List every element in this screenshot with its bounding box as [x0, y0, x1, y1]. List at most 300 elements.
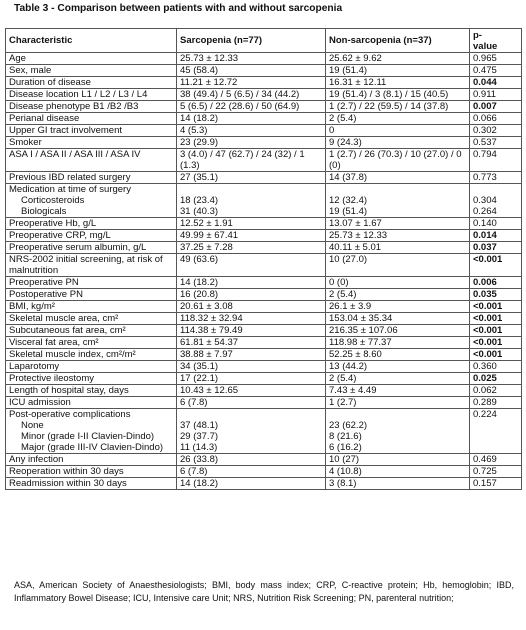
non-sarcopenia-value-cell: [326, 65, 470, 77]
p-value: 0.157: [473, 478, 497, 489]
p-value: [473, 442, 518, 453]
sarcopenia-value: 38.88 ± 7.97: [180, 349, 233, 360]
p-value: <0.001: [473, 313, 503, 324]
p-value: 0.007: [473, 101, 497, 112]
sarcopenia-value: 114.38 ± 79.49: [180, 325, 243, 336]
p-value: <0.001: [473, 325, 503, 336]
sarcopenia-value-cell: [177, 242, 326, 254]
p-value-cell: [470, 89, 522, 101]
non-sarcopenia-value: 13 (44.2): [329, 361, 368, 372]
sarcopenia-value-cell: [177, 373, 326, 385]
p-value: 0.264: [473, 206, 497, 217]
non-sarcopenia-value-cell: [326, 230, 470, 242]
sarcopenia-value-cell: [177, 89, 326, 101]
row-label: Sex, male: [9, 65, 52, 76]
row-label-cell: [6, 337, 177, 349]
sarcopenia-value-cell: [177, 137, 326, 149]
p-value: <0.001: [473, 337, 503, 348]
non-sarcopenia-value-cell: [326, 325, 470, 337]
row-label: Subcutaneous fat area, cm²: [9, 325, 126, 336]
p-value: <0.001: [473, 254, 503, 265]
row-label: Smoker: [9, 137, 42, 148]
table-row: [6, 289, 522, 301]
non-sarcopenia-value: 26.1 ± 3.9: [329, 301, 372, 312]
p-value: <0.001: [473, 301, 503, 312]
non-sarcopenia-value: 25.62 ± 9.62: [329, 53, 382, 64]
row-label-cell: [6, 289, 177, 301]
p-value: 0.224: [473, 409, 497, 420]
sarcopenia-value: 118.32 ± 32.94: [180, 313, 243, 324]
row-label: Disease location L1 / L2 / L3 / L4: [9, 89, 148, 100]
row-label-cell: [6, 53, 177, 65]
sarcopenia-value-cell: [177, 53, 326, 65]
non-sarcopenia-value-cell: [326, 172, 470, 184]
non-sarcopenia-value: 40.11 ± 5.01: [329, 242, 382, 253]
sarcopenia-value-cell: [177, 454, 326, 466]
row-label: Medication at time of surgery: [9, 184, 131, 195]
table-row: [6, 385, 522, 397]
row-label: None: [21, 420, 44, 431]
row-label: Preoperative CRP, mg/L: [9, 230, 111, 241]
non-sarcopenia-value-cell: [326, 289, 470, 301]
p-value-cell: [470, 101, 522, 113]
non-sarcopenia-value: 23 (62.2): [329, 420, 368, 431]
table-row: [6, 184, 522, 218]
row-label-cell: [6, 218, 177, 230]
row-label: ICU admission: [9, 397, 71, 408]
non-sarcopenia-value: 19 (51.4) / 3 (8.1) / 15 (40.5): [329, 89, 449, 100]
p-value-cell: [470, 53, 522, 65]
p-value-cell: [470, 125, 522, 137]
sarcopenia-value-cell: [177, 149, 326, 172]
row-label: BMI, kg/m²: [9, 301, 55, 312]
sarcopenia-value-cell: [177, 337, 326, 349]
row-label-cell: [6, 385, 177, 397]
non-sarcopenia-value-cell: [326, 466, 470, 478]
non-sarcopenia-value: 2 (5.4): [329, 289, 357, 300]
table-header-row: [6, 29, 522, 53]
footnote: ASA, American Society of Anaesthesiologists; BMI, body mass index; CRP, C-reactive protein; Hb, hemoglobin; IBD, Inflammatory Bowel Disease; ICU, Intensive care Unit; NRS, Nutrition Risk Screening; PN, parenteral nutrition;: [14, 580, 514, 603]
non-sarcopenia-value-cell: [326, 301, 470, 313]
non-sarcopenia-value: 14 (37.8): [329, 172, 368, 183]
row-label: Skeletal muscle area, cm²: [9, 313, 119, 324]
non-sarcopenia-value-cell: [326, 53, 470, 65]
row-label-cell: [6, 397, 177, 409]
p-value-cell: [470, 373, 522, 385]
row-label: Postoperative PN: [9, 289, 83, 300]
row-label-cell: [6, 113, 177, 125]
sarcopenia-value-cell: [177, 113, 326, 125]
sarcopenia-value: 11.21 ± 12.72: [180, 77, 238, 88]
sarcopenia-value: 29 (37.7): [180, 431, 219, 442]
row-label-cell: [6, 172, 177, 184]
p-value: 0.725: [473, 466, 497, 477]
non-sarcopenia-value: 19 (51.4): [329, 206, 368, 217]
sarcopenia-value: 38 (49.4) / 5 (6.5) / 34 (44.2): [180, 89, 300, 100]
non-sarcopenia-value-cell: [326, 218, 470, 230]
sarcopenia-value-cell: [177, 313, 326, 325]
sarcopenia-value: 16 (20.8): [180, 289, 219, 300]
p-value: 0.062: [473, 385, 497, 396]
p-value-cell: [470, 149, 522, 172]
row-label: Corticosteroids: [21, 195, 85, 206]
p-value: 0.304: [473, 195, 497, 206]
non-sarcopenia-value-cell: [326, 242, 470, 254]
p-value-cell: [470, 289, 522, 301]
non-sarcopenia-value: 10 (27.0): [329, 254, 368, 265]
p-value-cell: [470, 325, 522, 337]
p-value: 0.006: [473, 277, 497, 288]
non-sarcopenia-value: 1 (2.7): [329, 397, 357, 408]
table-title: Table 3 - Comparison between patients with and without sarcopenia: [14, 3, 343, 14]
non-sarcopenia-value-cell: [326, 313, 470, 325]
row-label: Post-operative complications: [9, 409, 131, 420]
p-value: 0.014: [473, 230, 497, 241]
sarcopenia-value: 4 (5.3): [180, 125, 208, 136]
non-sarcopenia-value: 16.31 ± 12.11: [329, 77, 387, 88]
non-sarcopenia-value: 9 (24.3): [329, 137, 362, 148]
non-sarcopenia-value-cell: [326, 137, 470, 149]
sarcopenia-value: [180, 409, 322, 420]
sarcopenia-value: 5 (6.5) / 22 (28.6) / 50 (64.9): [180, 101, 300, 112]
sarcopenia-value-cell: [177, 325, 326, 337]
table-body: [6, 53, 522, 490]
table-row: [6, 478, 522, 490]
non-sarcopenia-value-cell: [326, 125, 470, 137]
table-row: [6, 172, 522, 184]
table-row: [6, 230, 522, 242]
table-row: [6, 313, 522, 325]
row-label: Upper GI tract involvement: [9, 125, 122, 136]
sarcopenia-value: 14 (18.2): [180, 478, 219, 489]
p-value: 0.965: [473, 53, 497, 64]
sarcopenia-value-cell: [177, 478, 326, 490]
non-sarcopenia-value: 216.35 ± 107.06: [329, 325, 398, 336]
row-label: Age: [9, 53, 26, 64]
p-value: 0.360: [473, 361, 497, 372]
row-label-cell: [6, 478, 177, 490]
non-sarcopenia-value-cell: [326, 478, 470, 490]
sarcopenia-value: 20.61 ± 3.08: [180, 301, 233, 312]
row-label-cell: [6, 125, 177, 137]
table-row: [6, 113, 522, 125]
p-value: [473, 420, 518, 431]
row-label: Major (grade III-IV Clavien-Dindo): [21, 442, 164, 453]
sarcopenia-value: 14 (18.2): [180, 113, 219, 124]
p-value-cell: [470, 349, 522, 361]
p-value-cell: [470, 361, 522, 373]
sarcopenia-value-cell: [177, 361, 326, 373]
sarcopenia-value-cell: [177, 397, 326, 409]
non-sarcopenia-value: 12 (32.4): [329, 195, 368, 206]
table-row: [6, 101, 522, 113]
sarcopenia-value: [180, 184, 322, 195]
row-label: Protective ileostomy: [9, 373, 95, 384]
table-row: [6, 254, 522, 277]
table-row: [6, 373, 522, 385]
row-label-cell: [6, 349, 177, 361]
row-label-cell: [6, 65, 177, 77]
non-sarcopenia-value-cell: [326, 397, 470, 409]
non-sarcopenia-value-cell: [326, 337, 470, 349]
table-row: [6, 466, 522, 478]
p-value: 0.044: [473, 77, 497, 88]
sarcopenia-value-cell: [177, 349, 326, 361]
non-sarcopenia-value-cell: [326, 184, 470, 218]
sarcopenia-value: 61.81 ± 54.37: [180, 337, 239, 348]
non-sarcopenia-value: 2 (5.4): [329, 373, 357, 384]
row-label: Minor (grade I-II Clavien-Dindo): [21, 431, 155, 442]
non-sarcopenia-value: 7.43 ± 4.49: [329, 385, 377, 396]
non-sarcopenia-value: 0 (0): [329, 277, 349, 288]
non-sarcopenia-value: 10 (27): [329, 454, 360, 465]
non-sarcopenia-value: 19 (51.4): [329, 65, 368, 76]
row-label-cell: [6, 77, 177, 89]
table-row: [6, 409, 522, 454]
sarcopenia-value-cell: [177, 385, 326, 397]
table-row: [6, 397, 522, 409]
non-sarcopenia-value: 6 (16.2): [329, 442, 362, 453]
row-label: Previous IBD related surgery: [9, 172, 131, 183]
p-value-cell: [470, 184, 522, 218]
comparison-table: [5, 28, 522, 490]
non-sarcopenia-value-cell: [326, 149, 470, 172]
sarcopenia-value: 25.73 ± 12.33: [180, 53, 239, 64]
p-value: [473, 184, 518, 195]
p-value: 0.794: [473, 149, 497, 160]
row-label: Duration of disease: [9, 77, 91, 88]
row-label: Preoperative Hb, g/L: [9, 218, 97, 229]
table-row: [6, 337, 522, 349]
non-sarcopenia-value: 25.73 ± 12.33: [329, 230, 388, 241]
p-value-cell: [470, 337, 522, 349]
sarcopenia-value-cell: [177, 101, 326, 113]
table-row: [6, 349, 522, 361]
sarcopenia-value-cell: [177, 77, 326, 89]
sarcopenia-value-cell: [177, 409, 326, 454]
row-label: Visceral fat area, cm²: [9, 337, 99, 348]
row-label: Any infection: [9, 454, 64, 465]
p-value: 0.140: [473, 218, 497, 229]
row-label-cell: [6, 89, 177, 101]
header-p-value-line1: p-: [473, 29, 482, 41]
table-row: [6, 89, 522, 101]
p-value: [473, 431, 518, 442]
p-value: 0.469: [473, 454, 497, 465]
non-sarcopenia-value-cell: [326, 277, 470, 289]
non-sarcopenia-value-cell: [326, 101, 470, 113]
row-label-cell: [6, 137, 177, 149]
table-row: [6, 218, 522, 230]
p-value-cell: [470, 454, 522, 466]
row-label-cell: [6, 325, 177, 337]
p-value-cell: [470, 385, 522, 397]
row-label-cell: [6, 149, 177, 172]
sarcopenia-value-cell: [177, 184, 326, 218]
p-value-cell: [470, 172, 522, 184]
sarcopenia-value-cell: [177, 218, 326, 230]
sarcopenia-value-cell: [177, 172, 326, 184]
non-sarcopenia-value-cell: [326, 349, 470, 361]
non-sarcopenia-value-cell: [326, 373, 470, 385]
p-value: 0.911: [473, 89, 497, 100]
row-label-cell: [6, 254, 177, 277]
row-label: Preoperative PN: [9, 277, 79, 288]
sarcopenia-value: 10.43 ± 12.65: [180, 385, 239, 396]
row-label-cell: [6, 409, 177, 454]
sarcopenia-value: 49 (63.6): [180, 254, 219, 265]
sarcopenia-value-cell: [177, 230, 326, 242]
non-sarcopenia-value: 2 (5.4): [329, 113, 357, 124]
row-label: Readmission within 30 days: [9, 478, 127, 489]
p-value-cell: [470, 218, 522, 230]
sarcopenia-value: 49.99 ± 67.41: [180, 230, 239, 241]
non-sarcopenia-value: 3 (8.1): [329, 478, 357, 489]
sarcopenia-value: 37 (48.1): [180, 420, 219, 431]
row-label-cell: [6, 101, 177, 113]
table-row: [6, 277, 522, 289]
row-label: Length of hospital stay, days: [9, 385, 129, 396]
p-value-cell: [470, 137, 522, 149]
header-characteristic: Characteristic: [6, 29, 177, 53]
row-label-cell: [6, 184, 177, 218]
p-value: 0.537: [473, 137, 497, 148]
non-sarcopenia-value-cell: [326, 77, 470, 89]
row-label-cell: [6, 361, 177, 373]
p-value: 0.773: [473, 172, 497, 183]
sarcopenia-value: 11 (14.3): [180, 442, 218, 453]
non-sarcopenia-value-cell: [326, 254, 470, 277]
p-value: <0.001: [473, 349, 503, 360]
p-value-cell: [470, 409, 522, 454]
sarcopenia-value: 26 (33.8): [180, 454, 219, 465]
p-value-cell: [470, 242, 522, 254]
p-value: 0.302: [473, 125, 497, 136]
table-row: [6, 242, 522, 254]
non-sarcopenia-value-cell: [326, 385, 470, 397]
sarcopenia-value-cell: [177, 254, 326, 277]
table-row: [6, 65, 522, 77]
row-label-cell: [6, 454, 177, 466]
table-row: [6, 301, 522, 313]
non-sarcopenia-value: 153.04 ± 35.34: [329, 313, 393, 324]
row-label: NRS-2002 initial screening, at risk of malnutrition: [9, 254, 163, 276]
header-p-value-line2: value: [473, 40, 498, 52]
sarcopenia-value-cell: [177, 277, 326, 289]
sarcopenia-value: 3 (4.0) / 47 (62.7) / 24 (32) / 1 (1.3): [180, 149, 305, 171]
row-label: Laparotomy: [9, 361, 60, 372]
non-sarcopenia-value-cell: [326, 409, 470, 454]
header-non-sarcopenia: Non-sarcopenia (n=37): [326, 29, 470, 53]
p-value-cell: [470, 65, 522, 77]
non-sarcopenia-value-cell: [326, 361, 470, 373]
non-sarcopenia-value-cell: [326, 113, 470, 125]
p-value-cell: [470, 301, 522, 313]
row-label: Disease phenotype B1 /B2 /B3: [9, 101, 139, 112]
sarcopenia-value-cell: [177, 65, 326, 77]
row-label-cell: [6, 242, 177, 254]
table-row: [6, 149, 522, 172]
p-value-cell: [470, 313, 522, 325]
non-sarcopenia-value: 1 (2.7) / 26 (70.3) / 10 (27.0) / 0 (0): [329, 149, 462, 171]
sarcopenia-value: 45 (58.4): [180, 65, 219, 76]
non-sarcopenia-value: 118.98 ± 77.37: [329, 337, 392, 348]
p-value: 0.035: [473, 289, 497, 300]
table-row: [6, 125, 522, 137]
p-value: 0.289: [473, 397, 497, 408]
row-label: ASA I / ASA II / ASA III / ASA IV: [9, 149, 141, 160]
table-row: [6, 454, 522, 466]
non-sarcopenia-value: 0: [329, 125, 335, 136]
p-value-cell: [470, 466, 522, 478]
non-sarcopenia-value: 8 (21.6): [329, 431, 362, 442]
p-value-cell: [470, 254, 522, 277]
p-value: 0.037: [473, 242, 497, 253]
sarcopenia-value: 14 (18.2): [180, 277, 219, 288]
sarcopenia-value: 31 (40.3): [180, 206, 219, 217]
p-value: 0.475: [473, 65, 497, 76]
sarcopenia-value: 12.52 ± 1.91: [180, 218, 233, 229]
p-value-cell: [470, 478, 522, 490]
non-sarcopenia-value: 13.07 ± 1.67: [329, 218, 382, 229]
sarcopenia-value-cell: [177, 125, 326, 137]
sarcopenia-value: 6 (7.8): [180, 466, 208, 477]
row-label-cell: [6, 301, 177, 313]
row-label: Skeletal muscle index, cm²/m²: [9, 349, 136, 360]
p-value-cell: [470, 397, 522, 409]
row-label: Reoperation within 30 days: [9, 466, 124, 477]
p-value: 0.025: [473, 373, 497, 384]
table-row: [6, 77, 522, 89]
sarcopenia-value: 27 (35.1): [180, 172, 219, 183]
p-value-cell: [470, 113, 522, 125]
row-label-cell: [6, 466, 177, 478]
row-label-cell: [6, 373, 177, 385]
non-sarcopenia-value: 52.25 ± 8.60: [329, 349, 382, 360]
header-p-value: [470, 29, 522, 53]
sarcopenia-value: 17 (22.1): [180, 373, 219, 384]
p-value-cell: [470, 77, 522, 89]
non-sarcopenia-value: [329, 184, 466, 195]
table-row: [6, 325, 522, 337]
sarcopenia-value: 37.25 ± 7.28: [180, 242, 233, 253]
row-label-cell: [6, 277, 177, 289]
sarcopenia-value: 34 (35.1): [180, 361, 219, 372]
sarcopenia-value: 18 (23.4): [180, 195, 219, 206]
row-label: Biologicals: [21, 206, 67, 217]
p-value-cell: [470, 230, 522, 242]
sarcopenia-value: 23 (29.9): [180, 137, 219, 148]
non-sarcopenia-value-cell: [326, 454, 470, 466]
non-sarcopenia-value-cell: [326, 89, 470, 101]
p-value: 0.066: [473, 113, 497, 124]
row-label-cell: [6, 230, 177, 242]
table-row: [6, 361, 522, 373]
row-label: Preoperative serum albumin, g/L: [9, 242, 147, 253]
sarcopenia-value-cell: [177, 289, 326, 301]
non-sarcopenia-value: 4 (10.8): [329, 466, 362, 477]
row-label-cell: [6, 313, 177, 325]
sarcopenia-value-cell: [177, 301, 326, 313]
p-value-cell: [470, 277, 522, 289]
non-sarcopenia-value: [329, 409, 466, 420]
header-sarcopenia: Sarcopenia (n=77): [177, 29, 326, 53]
table-row: [6, 53, 522, 65]
non-sarcopenia-value: 1 (2.7) / 22 (59.5) / 14 (37.8): [329, 101, 449, 112]
sarcopenia-value: 6 (7.8): [180, 397, 208, 408]
sarcopenia-value-cell: [177, 466, 326, 478]
table-row: [6, 137, 522, 149]
